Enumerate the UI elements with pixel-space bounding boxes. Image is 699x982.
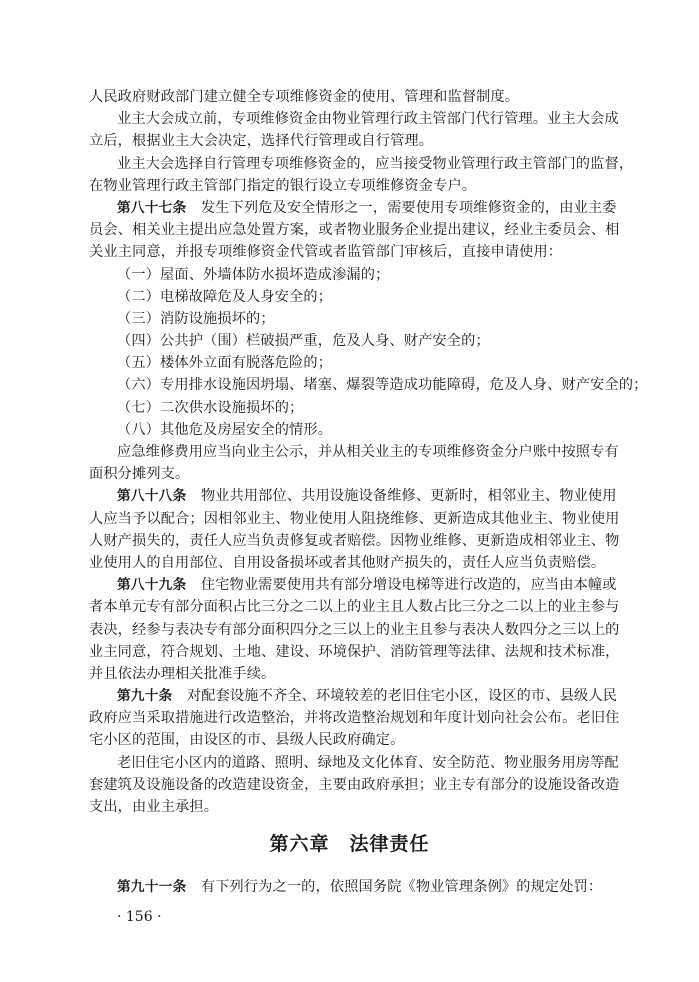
article-gap	[186, 200, 200, 216]
text-line	[89, 752, 617, 774]
line-text: （八）其他危及房屋安全的情形。	[117, 421, 333, 438]
line-text: 员会、相关业主提出应急处置方案，或者物业服务企业提出建议，经业主委员会、相	[89, 222, 620, 239]
line-text: 应急维修费用应当向业主公示，并从相关业主的专项维修资金分户账中按照专有	[117, 444, 619, 460]
line-text: 立后，根据业主大会决定，选择代行管理或自行管理。	[89, 133, 434, 150]
text-line	[89, 574, 617, 596]
page-number: · 156 ·	[117, 909, 162, 925]
line-text: 人民政府财政部门建立健全专项维修资金的使用、管理和监督制度。	[89, 89, 520, 105]
line-text: 业使用人的自用部位、自用设备损坏或者其他财产损失的，责任人应当负责赔偿。	[89, 554, 606, 571]
text-line	[89, 308, 617, 330]
paragraph	[89, 153, 634, 197]
paragraph	[89, 441, 617, 485]
article-number: 第九十条	[117, 688, 173, 705]
text-line	[89, 397, 617, 419]
article-gap	[186, 488, 200, 504]
line-text: （五）楼体外立面有脱落危险的；	[117, 355, 333, 372]
text-line	[89, 685, 617, 707]
article-number: 第八十八条	[117, 488, 187, 505]
text-line	[89, 441, 617, 463]
line-text: （四）公共护（围）栏破损严重，危及人身、财产安全的；	[117, 333, 490, 350]
paragraph	[89, 330, 617, 352]
paragraph	[89, 352, 617, 374]
text-line	[89, 130, 617, 152]
text-line	[89, 596, 620, 618]
line-text: （一）屋面、外墙体防水损坏造成渗漏的；	[117, 266, 390, 283]
line-text: 关业主同意，并报专项维修资金代管或者监管部门审核后，直接申请使用：	[89, 244, 563, 261]
line-text: 套建筑及设施设备的改造建设资金，主要由政府承担；业主专有部分的设施设备改造	[89, 776, 620, 793]
text-line	[89, 729, 617, 751]
paragraph	[89, 374, 648, 396]
article-gap	[186, 577, 200, 593]
line-text: 面积分摊列支。	[89, 466, 190, 483]
text-line	[89, 774, 620, 796]
line-text: 人应当予以配合；因相邻业主、物业使用人阻挠维修、更新造成其他业主、物业使用	[89, 510, 620, 527]
line-text: 业主大会选择自行管理专项维修资金的，应当接受物业管理行政主管部门的监督，	[117, 155, 634, 172]
article-number: 第八十九条	[117, 577, 187, 594]
chapter-heading: 第六章 法律责任	[269, 833, 430, 855]
paragraph	[89, 419, 617, 441]
line-text: 并且依法办理相关批准手续。	[89, 665, 276, 682]
text-line	[89, 374, 648, 396]
line-text: 表决，经参与表决专有部分面积四分之三以上的业主且参与表决人数四分之三以上的	[89, 621, 620, 638]
line-text: 者本单元专有部分面积占比三分之二以上的业主且人数占比三分之二以上的业主参与	[89, 599, 620, 616]
text-line	[89, 153, 634, 175]
text-line	[89, 241, 617, 263]
text-line	[89, 707, 620, 729]
text-line	[89, 796, 617, 818]
text-line	[89, 641, 620, 663]
paragraph	[89, 264, 617, 286]
text-line	[89, 485, 617, 507]
paragraph	[89, 108, 617, 152]
line-text: （二）电梯故障危及人身安全的；	[117, 288, 333, 305]
text-line	[89, 508, 620, 530]
text-line	[89, 286, 617, 308]
paragraph	[89, 752, 620, 819]
paragraph	[89, 286, 617, 308]
paragraph	[89, 308, 617, 330]
text-line	[89, 175, 617, 197]
line-text: （六）专用排水设施因坍塌、堵塞、爆裂等造成功能障碍，危及人身、财产安全的；	[117, 377, 648, 394]
article-91	[89, 876, 645, 898]
text-line	[89, 197, 617, 219]
article-number: 第九十一条	[117, 879, 187, 895]
article-text	[186, 879, 200, 895]
text-line	[89, 463, 617, 485]
line-text: 业主同意，符合规划、土地、建设、环境保护、消防管理等法律、法规和技术标准，	[89, 643, 620, 660]
line-text: 住宅物业需要使用共有部分增设电梯等进行改造的，应当由本幢或	[200, 577, 617, 594]
article-text: 有下列行为之一的，依照国务院《物业管理条例》的规定处罚：	[200, 879, 603, 895]
text-line	[89, 264, 617, 286]
article-gap	[173, 688, 187, 704]
line-text: 在物业管理行政主管部门指定的银行设立专项维修资金专户。	[89, 177, 477, 194]
line-text: 对配套设施不齐全、环境较差的老旧住宅小区，设区的市、县级人民	[186, 688, 618, 705]
text-line	[89, 219, 620, 241]
text-line	[89, 330, 617, 352]
text-line	[89, 530, 620, 552]
line-text: 老旧住宅小区内的道路、照明、绿地及文化体育、安全防范、物业服务用房等配	[117, 754, 619, 771]
paragraph	[89, 397, 617, 419]
line-text: 业主大会成立前，专项维修资金由物业管理行政主管部门代行管理。业主大会成	[117, 111, 619, 128]
article-paragraph	[89, 485, 620, 574]
article-paragraph	[89, 574, 620, 685]
article-paragraph	[89, 685, 620, 752]
line-text: 政府应当采取措施进行改造整治，并将改造整治规划和年度计划向社会公布。老旧住	[89, 710, 620, 727]
text-line	[89, 352, 617, 374]
paragraph	[89, 86, 617, 108]
text-line	[89, 619, 620, 641]
line-text: 发生下列危及安全情形之一，需要使用专项维修资金的，由业主委	[200, 199, 617, 216]
text-line	[89, 419, 617, 441]
line-text: 人财产损失的，责任人应当负责修复或者赔偿。因物业维修、更新造成相邻业主、物	[89, 532, 620, 549]
article-number: 第八十七条	[117, 199, 187, 216]
article-paragraph	[89, 197, 620, 264]
text-line	[89, 552, 617, 574]
text-line	[89, 663, 617, 685]
line-text: 宅小区的范围，由设区的市、县级人民政府确定。	[89, 732, 405, 749]
text-line	[89, 108, 617, 130]
line-text: （七）二次供水设施损坏的；	[117, 399, 304, 416]
line-text: （三）消防设施损坏的；	[117, 310, 275, 327]
line-text: 支出，由业主承担。	[89, 799, 219, 815]
text-line	[89, 86, 617, 108]
line-text: 物业共用部位、共用设施设备维修、更新时，相邻业主、物业使用	[200, 488, 617, 505]
body-text	[89, 86, 648, 818]
